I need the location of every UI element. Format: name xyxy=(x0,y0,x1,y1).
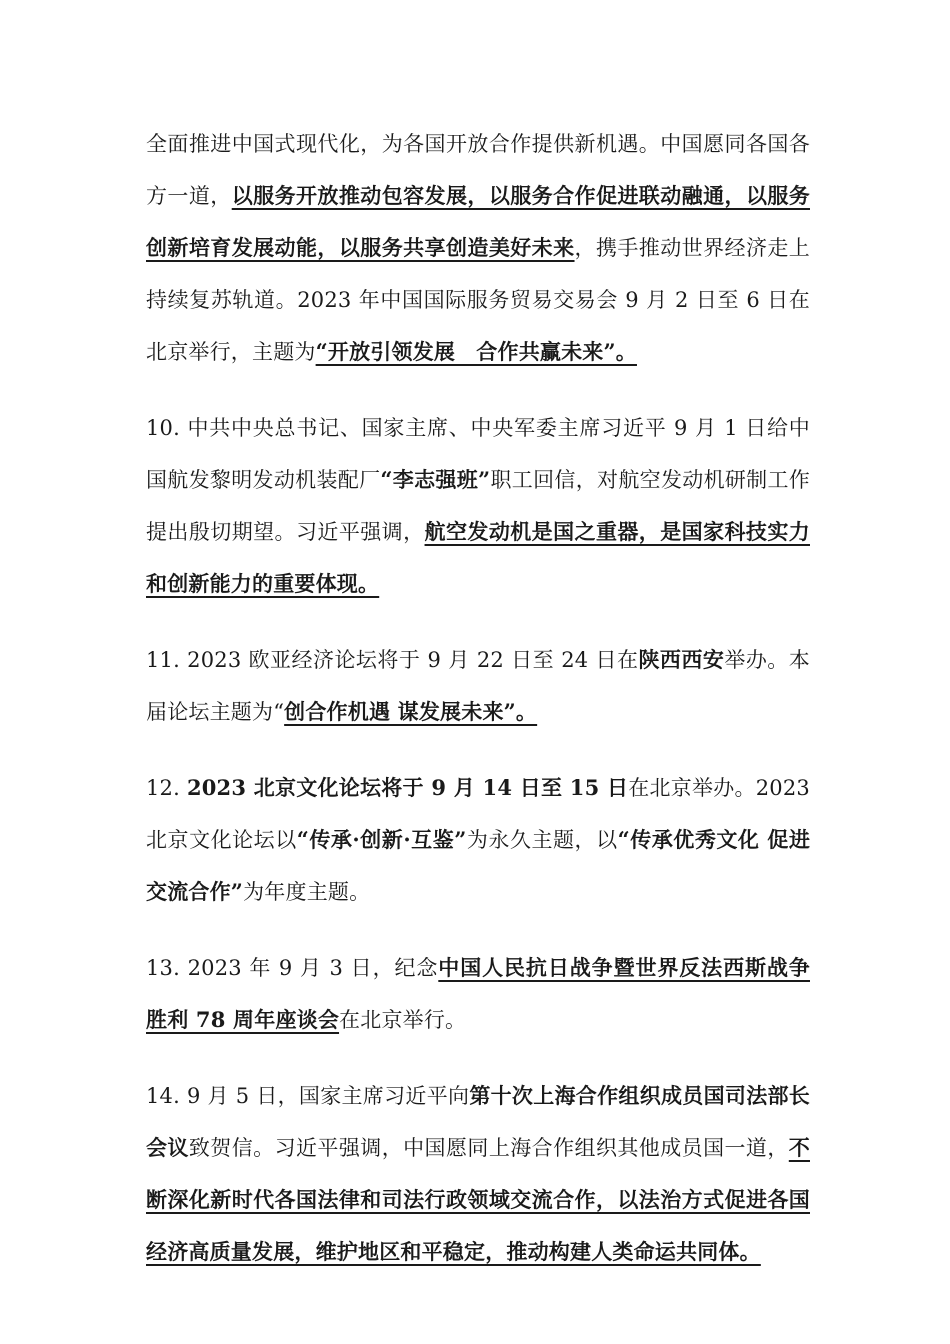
highlight-run: 创合作机遇 谋发展未来”。 xyxy=(284,699,538,724)
highlight-run: “开放引领发展 合作共赢未来”。 xyxy=(315,339,637,364)
text-run: 为年度主题。 xyxy=(243,880,371,904)
text-run: 11. 2023 欧亚经济论坛将于 9 月 22 日至 24 日在 xyxy=(146,648,639,672)
text-run: 10. 中共中央总书记、国家主席、中央军委主席习近平 9 月 1 日给中国航发黎明发动机装配厂 xyxy=(146,416,810,492)
paragraph-item-10 xyxy=(146,402,810,610)
highlight-run: 不断深化新时代各国法律和司法行政领域交流合作，以法治方式促进各国经济高质量发展，维护地区和平稳定，推动构建人类命运共同体。 xyxy=(146,1135,810,1264)
highlight-run: 中国人民抗日战争暨世界反法西斯战争胜利 78 周年座谈会 xyxy=(146,955,810,1032)
bold-run: “传承·创新·互鉴” xyxy=(296,827,467,852)
text-run: ，携手推动世界经济走上持续复苏轨道。2023 年中国国际服务贸易交易会 9 月 2 日至 6 日在北京举行，主题为 xyxy=(146,236,810,364)
text-run: 13. 2023 年 9 月 3 日，纪念 xyxy=(146,956,439,980)
text-run: 致贺信。习近平强调，中国愿同上海合作组织其他成员国一道， xyxy=(188,1136,789,1160)
highlight-run: 以服务开放推动包容发展，以服务合作促进联动融通，以服务创新培育发展动能，以服务共享创造美好未来 xyxy=(146,183,810,260)
text-run: 为永久主题，以 xyxy=(466,828,618,852)
text-run: 在北京举行。 xyxy=(339,1008,467,1032)
paragraph-item-14 xyxy=(146,1070,810,1278)
paragraph-item-13 xyxy=(146,942,810,1046)
text-run: 12. xyxy=(146,776,187,800)
bold-run: “李志强班” xyxy=(380,467,491,492)
text-run: 在北京举办。2023 北京文化论坛以 xyxy=(146,776,810,852)
text-run: 举办。本届论坛主题为“ xyxy=(146,648,810,724)
highlight-run: 航空发动机是国之重器，是国家科技实力和创新能力的重要体现。 xyxy=(146,519,810,596)
text-run: 全面推进中国式现代化，为各国开放合作提供新机遇。中国愿同各国各方一道， xyxy=(146,132,810,208)
bold-run: 陕西西安 xyxy=(638,647,725,672)
paragraph-item-12 xyxy=(146,762,810,918)
bold-run: 2023 北京文化论坛将于 9 月 14 日至 15 日 xyxy=(186,775,629,800)
bold-run: 第十次上海合作组织成员国司法部长会议 xyxy=(146,1083,810,1160)
paragraph-item-11 xyxy=(146,634,810,738)
text-run: 职工回信，对航空发动机研制工作提出殷切期望。习近平强调， xyxy=(146,468,811,544)
bold-run: “传承优秀文化 促进交流合作” xyxy=(146,827,811,904)
text-run: 14. 9 月 5 日，国家主席习近平向 xyxy=(146,1084,470,1108)
paragraph-item-9-continued xyxy=(146,118,810,378)
